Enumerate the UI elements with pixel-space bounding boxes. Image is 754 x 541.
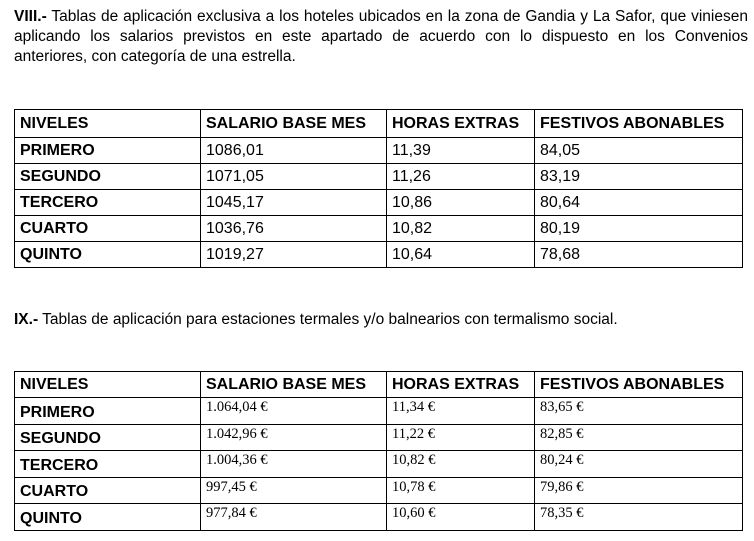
table-row bbox=[15, 451, 743, 478]
cell-horas: 11,39 bbox=[387, 138, 535, 164]
cell-nivel: PRIMERO bbox=[15, 398, 201, 425]
header-salario-base-mes: SALARIO BASE MES bbox=[201, 372, 387, 398]
cell-nivel: TERCERO bbox=[15, 451, 201, 478]
cell-salario: 997,45 € bbox=[201, 477, 387, 504]
cell-horas: 10,60 € bbox=[387, 504, 535, 531]
section-viii-paragraph bbox=[14, 7, 748, 67]
cell-festivos: 83,65 € bbox=[535, 398, 743, 425]
section-ix-label: IX.- bbox=[14, 311, 39, 328]
table-header-row bbox=[15, 372, 743, 398]
cell-nivel: PRIMERO bbox=[15, 138, 201, 164]
header-niveles: NIVELES bbox=[15, 372, 201, 398]
section-viii-label: VIII.- bbox=[14, 8, 47, 25]
cell-nivel: CUARTO bbox=[15, 216, 201, 242]
cell-nivel: CUARTO bbox=[15, 477, 201, 504]
cell-nivel: SEGUNDO bbox=[15, 424, 201, 451]
table-row bbox=[15, 190, 743, 216]
cell-festivos: 78,35 € bbox=[535, 504, 743, 531]
cell-horas: 10,78 € bbox=[387, 477, 535, 504]
cell-festivos: 78,68 bbox=[535, 242, 743, 268]
table-row bbox=[15, 424, 743, 451]
table-row bbox=[15, 398, 743, 425]
header-niveles: NIVELES bbox=[15, 110, 201, 138]
cell-salario: 1086,01 bbox=[201, 138, 387, 164]
section-ix-paragraph bbox=[14, 310, 744, 330]
cell-festivos: 80,19 bbox=[535, 216, 743, 242]
table-row bbox=[15, 164, 743, 190]
table-viii bbox=[14, 109, 743, 268]
header-festivos-abonables: FESTIVOS ABONABLES bbox=[535, 372, 743, 398]
cell-salario: 1045,17 bbox=[201, 190, 387, 216]
table-row bbox=[15, 138, 743, 164]
header-salario-base-mes: SALARIO BASE MES bbox=[201, 110, 387, 138]
cell-horas: 11,26 bbox=[387, 164, 535, 190]
table-ix bbox=[14, 371, 743, 531]
cell-horas: 11,22 € bbox=[387, 424, 535, 451]
cell-salario: 1.064,04 € bbox=[201, 398, 387, 425]
cell-nivel: SEGUNDO bbox=[15, 164, 201, 190]
header-horas-extras: HORAS EXTRAS bbox=[387, 372, 535, 398]
section-ix-text: Tablas de aplicación para estaciones termales y/o balnearios con termalismo social. bbox=[42, 311, 618, 328]
table-row bbox=[15, 242, 743, 268]
cell-salario: 1071,05 bbox=[201, 164, 387, 190]
cell-salario: 1.004,36 € bbox=[201, 451, 387, 478]
cell-festivos: 80,64 bbox=[535, 190, 743, 216]
cell-horas: 11,34 € bbox=[387, 398, 535, 425]
cell-horas: 10,82 € bbox=[387, 451, 535, 478]
cell-salario: 1019,27 bbox=[201, 242, 387, 268]
table-row bbox=[15, 504, 743, 531]
header-horas-extras: HORAS EXTRAS bbox=[387, 110, 535, 138]
cell-nivel: TERCERO bbox=[15, 190, 201, 216]
table-row bbox=[15, 216, 743, 242]
cell-festivos: 80,24 € bbox=[535, 451, 743, 478]
table-row bbox=[15, 477, 743, 504]
cell-salario: 1.042,96 € bbox=[201, 424, 387, 451]
header-festivos-abonables: FESTIVOS ABONABLES bbox=[535, 110, 743, 138]
cell-nivel: QUINTO bbox=[15, 242, 201, 268]
cell-festivos: 84,05 bbox=[535, 138, 743, 164]
cell-horas: 10,64 bbox=[387, 242, 535, 268]
cell-festivos: 83,19 bbox=[535, 164, 743, 190]
cell-salario: 1036,76 bbox=[201, 216, 387, 242]
table-header-row bbox=[15, 110, 743, 138]
cell-salario: 977,84 € bbox=[201, 504, 387, 531]
cell-horas: 10,82 bbox=[387, 216, 535, 242]
cell-nivel: QUINTO bbox=[15, 504, 201, 531]
cell-festivos: 82,85 € bbox=[535, 424, 743, 451]
cell-horas: 10,86 bbox=[387, 190, 535, 216]
cell-festivos: 79,86 € bbox=[535, 477, 743, 504]
section-viii-text: Tablas de aplicación exclusiva a los hoteles ubicados en la zona de Gandia y La Safor, que viniesen aplicando los salarios previstos en este apartado de acuerdo con lo dispuesto en los Convenios anteriores, con categoría de una estrella. bbox=[14, 8, 748, 65]
